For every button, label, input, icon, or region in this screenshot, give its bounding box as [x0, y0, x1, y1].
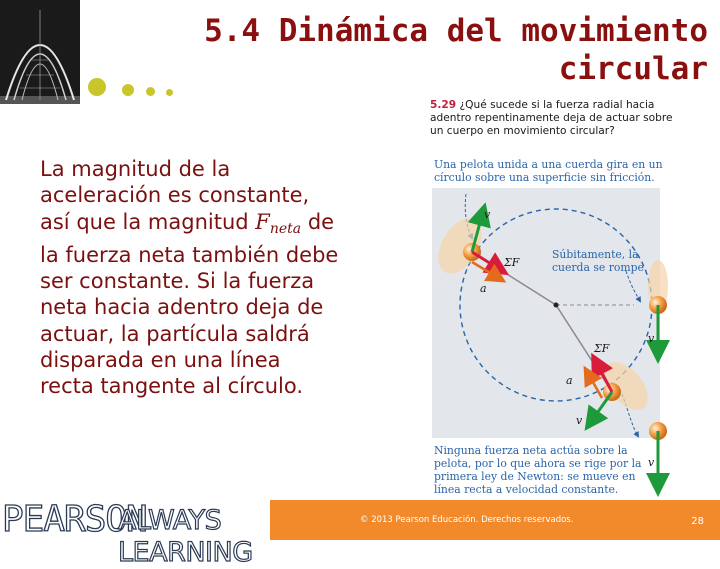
figure-number: 5.29 — [430, 99, 457, 111]
figure-caption — [430, 99, 674, 138]
acceleration-label: a — [566, 374, 573, 387]
title-line-2: circular — [558, 51, 708, 87]
body-line: disparada en una línea — [40, 348, 281, 373]
figure-caption-text: ¿Qué sucede si la fuerza radial hacia adentro repentinamente deja de actuar sobre un cuerpo en movimiento circular? — [430, 99, 673, 137]
pearson-logo — [0, 499, 270, 568]
body-line: ser constante. Si la fuerza — [40, 269, 315, 294]
body-text-fragment: así que la magnitud — [40, 209, 256, 234]
dot — [166, 89, 173, 96]
figure-bottom-note: Ninguna fuerza neta actúa sobre la pelota, por lo que ahora se rige por la primera ley de Newton: se mueve en línea recta a velocidad constante. — [434, 444, 642, 496]
body-text-fragment: de — [301, 209, 335, 234]
title-line-1: 5.4 Dinámica del movimiento — [204, 13, 708, 49]
velocity-label: v — [648, 332, 655, 345]
force-subscript: neta — [269, 220, 302, 237]
velocity-label: v — [576, 414, 583, 427]
dot — [146, 87, 155, 96]
body-line: recta tangente al círculo. — [40, 374, 303, 399]
dot — [122, 84, 134, 96]
net-force-label: ΣF — [594, 342, 610, 355]
bridge-illustration — [0, 0, 80, 104]
slide-title — [148, 12, 708, 88]
bridge-photo — [0, 0, 80, 104]
force-symbol: F — [255, 209, 270, 234]
body-line: aceleración es constante, — [40, 183, 310, 208]
logo-always-learning: ALWAYS LEARNING — [118, 505, 253, 568]
circular-motion-diagram — [426, 96, 678, 501]
acceleration-label: a — [480, 282, 487, 295]
figure-5-29 — [426, 96, 678, 501]
body-line: La magnitud de la — [40, 157, 231, 181]
dot-large — [88, 78, 106, 96]
body-line: actuar, la partícula saldrá — [40, 321, 310, 346]
logo-pearson: PEARSON — [2, 499, 147, 540]
body-paragraph — [40, 156, 395, 400]
net-force-label: ΣF — [504, 256, 520, 269]
velocity-label: v — [484, 208, 491, 221]
body-line — [40, 209, 395, 242]
body-line: neta hacia adentro deja de — [40, 295, 324, 320]
figure-top-note: Una pelota unida a una cuerda gira en un círculo sobre una superficie sin fricción. — [434, 158, 663, 184]
page-number: 28 — [691, 516, 704, 527]
velocity-label: v — [648, 456, 655, 469]
copyright-notice: © 2013 Pearson Educación. Derechos reservados. — [360, 515, 574, 525]
figure-mid-note: Súbitamente, la cuerda se rompe. — [552, 248, 648, 274]
body-line: la fuerza neta también debe — [40, 242, 339, 267]
footer-bar — [0, 499, 720, 568]
